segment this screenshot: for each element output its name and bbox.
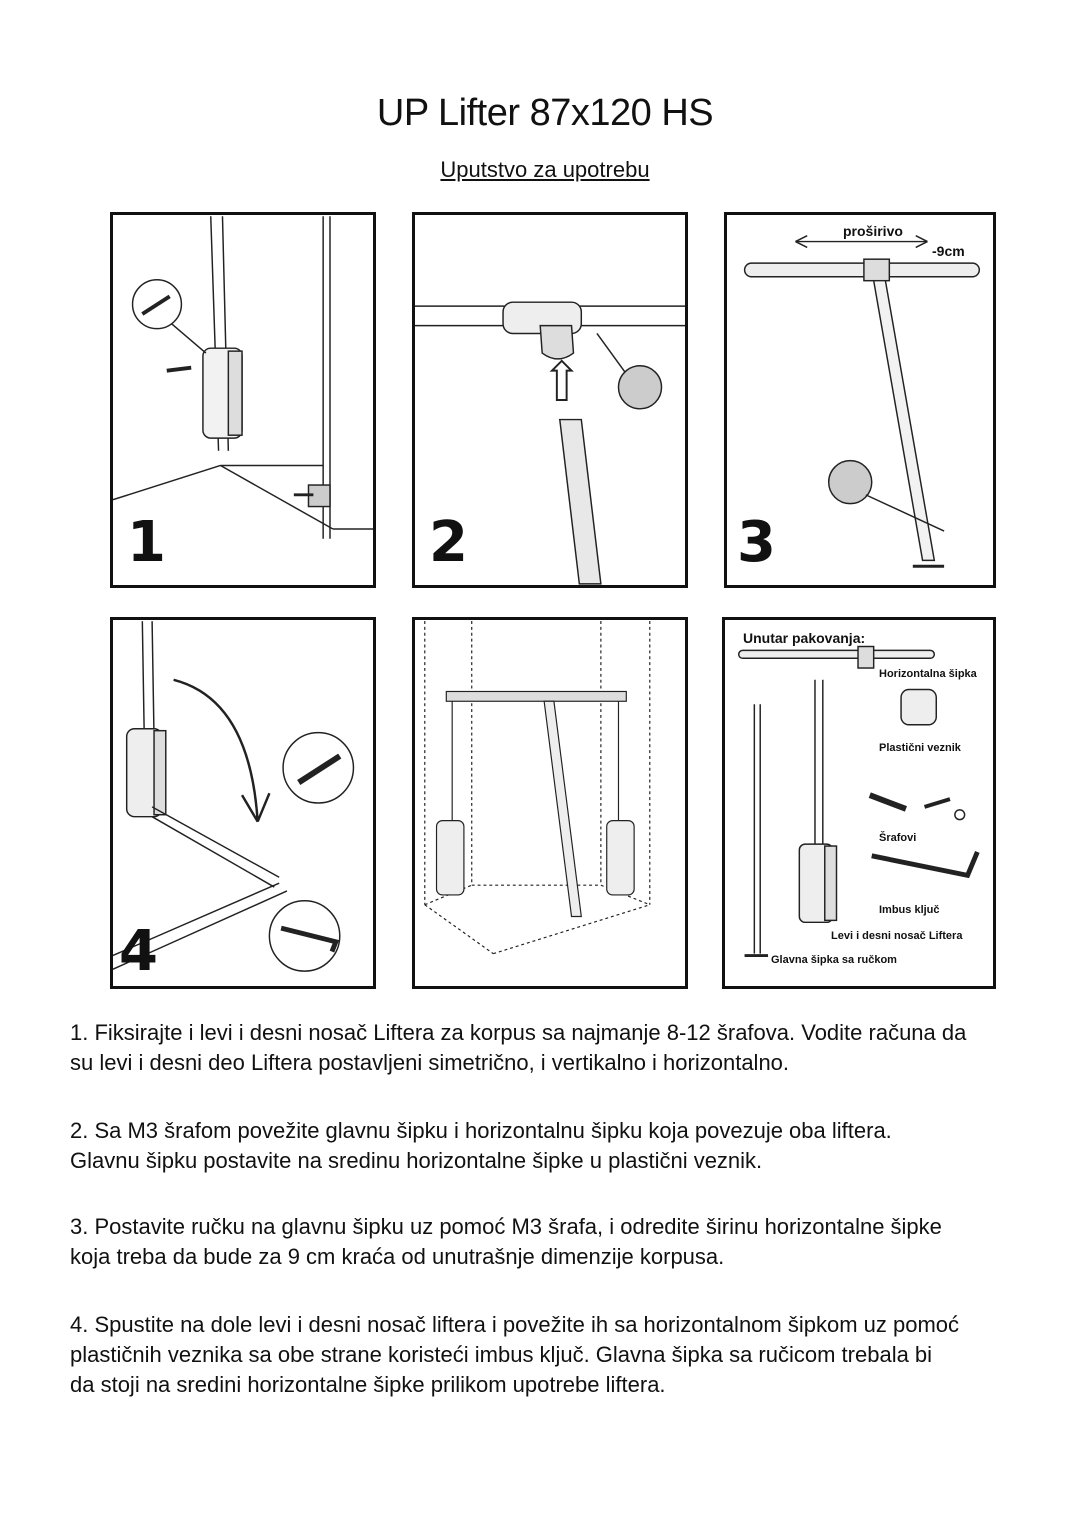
instruction-4 — [70, 1310, 1030, 1400]
page-title: UP Lifter 87x120 HS — [376, 92, 714, 134]
instruction-1 — [70, 1018, 1030, 1078]
instruction-line: 4. Spustite na dole levi i desni nosač liftera i povežite ih sa horizontalnom šipkom uz pomoć — [70, 1312, 960, 1337]
step-1-illustration — [110, 212, 376, 588]
step-number: 2 — [429, 510, 468, 575]
instruction-line: su levi i desni deo Liftera postavljeni simetrično, i vertikalno i horizontalno. — [70, 1050, 790, 1075]
instruction-line: plastičnih veznika sa obe strane koristeći imbus ključ. Glavna šipka sa ručicom trebala bi — [70, 1342, 933, 1367]
instruction-line: Glavnu šipku postavite na sredinu horizontalne šipke u plastični veznik. — [70, 1148, 763, 1173]
item-label: Glavna šipka sa ručkom — [771, 954, 897, 966]
package-contents-panel — [722, 617, 996, 989]
item-label: Šrafovi — [879, 832, 917, 844]
step-5-drawing — [415, 620, 685, 986]
item-label: Levi i desni nosač Liftera — [831, 930, 963, 942]
item-label: Plastični veznik — [879, 742, 961, 754]
step-4-illustration — [110, 617, 376, 989]
instruction-line: koja treba da bude za 9 cm kraća od unutrašnje dimenzije korpusa. — [70, 1244, 725, 1269]
step-5-illustration — [412, 617, 688, 989]
step-number: 4 — [119, 919, 158, 984]
instruction-line: 1. Fiksirajte i levi i desni nosač Liftera za korpus sa najmanje 8-12 šrafova. Vodite računa da — [70, 1020, 967, 1045]
instruction-3 — [70, 1212, 1030, 1272]
step-2-illustration — [412, 212, 688, 588]
instruction-line: 2. Sa M3 šrafom povežite glavnu šipku i horizontalnu šipku koja povezuje oba liftera. — [70, 1118, 892, 1143]
package-heading: Unutar pakovanja: — [743, 630, 866, 646]
item-label: Horizontalna šipka — [879, 668, 977, 680]
step-3-illustration — [724, 212, 996, 588]
step-number: 1 — [127, 510, 166, 575]
page-subtitle: Uputstvo za upotrebu — [440, 157, 650, 182]
item-label: Imbus ključ — [879, 904, 940, 916]
instruction-line: 3. Postavite ručku na glavnu šipku uz pomoć M3 šrafa, i odredite širinu horizontalne šipke — [70, 1214, 942, 1239]
expandable-label: proširivo — [843, 223, 903, 239]
size-label: -9cm — [932, 243, 965, 259]
instruction-line: da stoji na sredini horizontalne šipke prilikom upotrebe liftera. — [70, 1372, 666, 1397]
instruction-2 — [70, 1116, 1030, 1176]
step-number: 3 — [737, 510, 776, 575]
